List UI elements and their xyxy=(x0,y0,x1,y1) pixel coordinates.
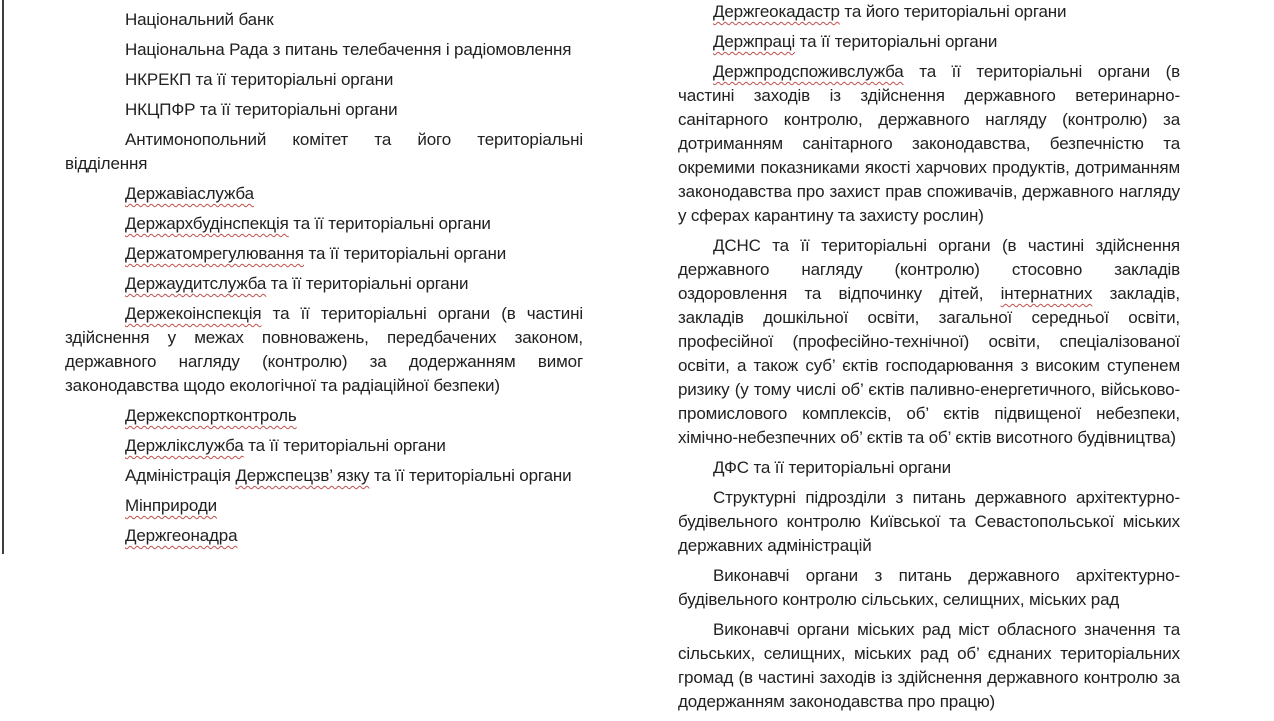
text-run: Національна Рада з питань телебачення і радіомовлення xyxy=(125,40,572,59)
text-run: та її територіальні органи (в частині здійснення у межах повноважень, передбачених законом, державного нагляду (контролю) за додержанням вимог законодавства щодо екологічної та радіаційної безпеки) xyxy=(65,304,583,395)
org-paragraph xyxy=(65,434,583,458)
org-paragraph xyxy=(65,494,583,518)
text-run: Національний банк xyxy=(125,10,274,29)
text-run: закладів, закладів дошкільної освіти, загальної середньої освіти, професійної (професійно-технічної) освіти, спеціалізованої освіти, а також суб’ єктів господарювання з високим ступенем ризику (у тому числі об’ єктів паливно-енергетичного, військово-промислового комплексів, об’ єктів підвищеної небезпеки, хімічно-небезпечних об’ єктів та об’ єктів висотного будівництва) xyxy=(678,284,1180,447)
misspelled-word: Мінприроди xyxy=(125,496,217,515)
misspelled-word: Держгеокадастр xyxy=(713,2,840,21)
text-run: та його територіальні органи xyxy=(839,2,1067,21)
org-paragraph xyxy=(65,212,583,236)
misspelled-word: Держпродспоживслужба xyxy=(713,62,904,81)
misspelled-word: інтернатних xyxy=(1000,284,1093,303)
misspelled-word: Держархбудінспекція xyxy=(125,214,289,233)
right-text-column xyxy=(678,0,1180,720)
org-paragraph xyxy=(65,128,583,176)
org-paragraph xyxy=(678,618,1180,714)
org-paragraph xyxy=(678,456,1180,480)
org-paragraph xyxy=(678,486,1180,558)
text-run: та її територіальні органи (в частині заходів із здійснення державного ветеринарно-санітарного контролю, державного нагляду (контролю) за дотриманням санітарного законодавства, безпечністю та окремими показниками якості харчових продуктів, дотриманням законодавства про захист прав споживачів, державного нагляду у сферах карантину та захисту рослин) xyxy=(678,62,1180,225)
org-paragraph xyxy=(65,272,583,296)
text-run: ДФС та її територіальні органи xyxy=(713,458,951,477)
misspelled-word: Держлікслужба xyxy=(125,436,244,455)
org-paragraph xyxy=(65,464,583,488)
misspelled-word: Держпраці xyxy=(713,32,796,51)
misspelled-word: Державіаслужба xyxy=(125,184,254,203)
text-run: ДСНС та її територіальні органи (в частині здійснення державного нагляду (контролю) стосовно закладів оздоровлення та відпочинку дітей, xyxy=(678,236,1180,303)
misspelled-word: Держаудитслужба xyxy=(125,274,267,293)
org-paragraph xyxy=(65,98,583,122)
org-paragraph xyxy=(678,60,1180,228)
org-paragraph xyxy=(678,0,1180,24)
org-paragraph xyxy=(678,234,1180,450)
text-run: та її територіальні органи xyxy=(266,274,469,293)
misspelled-word: Держатомрегулювання xyxy=(125,244,304,263)
left-text-column xyxy=(65,8,583,554)
org-paragraph xyxy=(65,8,583,32)
misspelled-word: Держекоінспекція xyxy=(125,304,262,323)
text-run: НКРЕКП та її територіальні органи xyxy=(125,70,394,89)
text-run: та її територіальні органи xyxy=(243,436,446,455)
text-run: та її територіальні органи xyxy=(303,244,507,263)
text-run: та її територіальні органи xyxy=(369,466,572,485)
text-run: Виконавчі органи міських рад міст обласного значення та сільських, селищних, міських рад об’ єднаних територіальних громад (в частині заходів із здійснення державного контролю за додержанням законодавства про працю) xyxy=(678,620,1180,711)
text-run: Антимонопольний комітет та його територіальні відділення xyxy=(65,130,583,173)
org-paragraph xyxy=(678,30,1180,54)
page-edge-line xyxy=(2,0,4,554)
misspelled-word: Держекспортконтроль xyxy=(125,406,297,425)
org-paragraph xyxy=(678,564,1180,612)
misspelled-word: Держспецзв’ язку xyxy=(235,466,370,485)
org-paragraph xyxy=(65,404,583,428)
text-run: НКЦПФР та її територіальні органи xyxy=(125,100,398,119)
org-paragraph xyxy=(65,524,583,548)
misspelled-word: Держгеонадра xyxy=(125,526,238,545)
text-run: Виконавчі органи з питань державного архітектурно-будівельного контролю сільських, селищних, міських рад xyxy=(678,566,1180,609)
text-run: Адміністрація xyxy=(125,466,236,485)
org-paragraph xyxy=(65,182,583,206)
text-run: та її територіальні органи xyxy=(288,214,491,233)
text-run: Структурні підрозділи з питань державного архітектурно-будівельного контролю Київської та Севастопольської міських державних адміністрацій xyxy=(678,488,1180,555)
text-run: та її територіальні органи xyxy=(795,32,998,51)
org-paragraph xyxy=(65,38,583,62)
org-paragraph xyxy=(65,302,583,398)
org-paragraph xyxy=(65,68,583,92)
org-paragraph xyxy=(65,242,583,266)
